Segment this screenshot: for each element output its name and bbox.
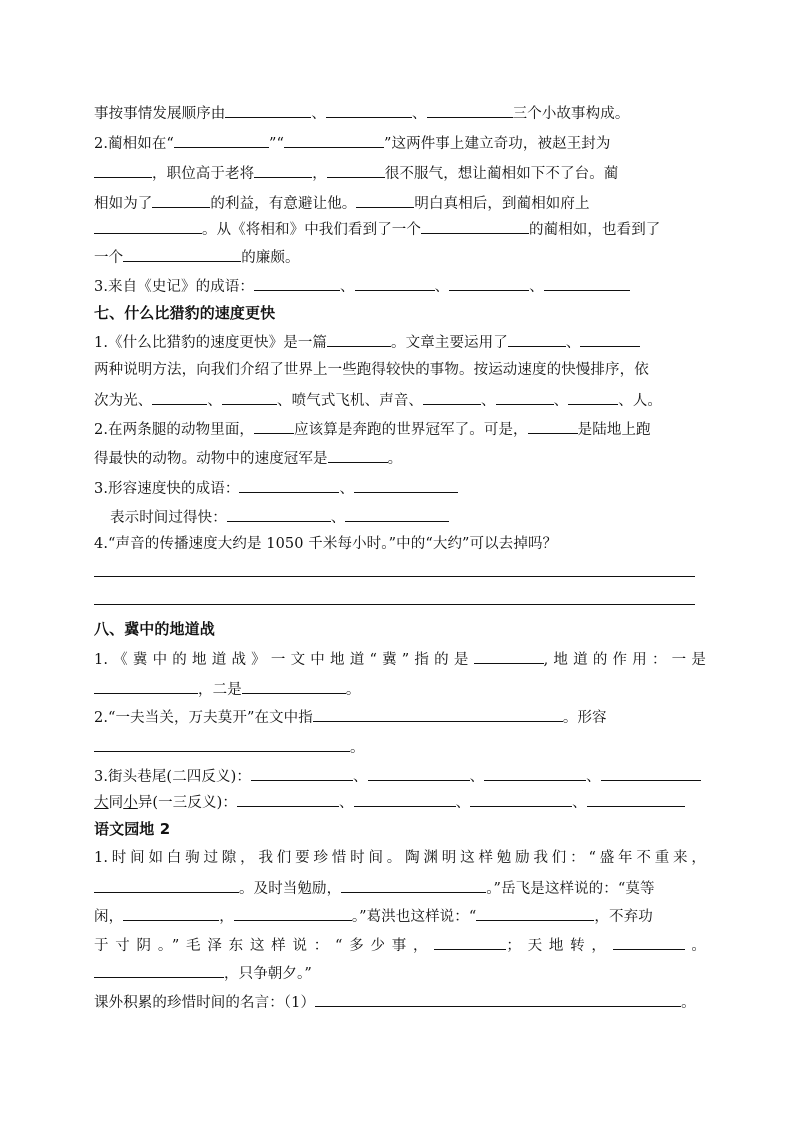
blank[interactable] [174, 132, 269, 148]
blank[interactable] [123, 246, 241, 262]
blank-3[interactable] [427, 102, 513, 118]
s8-q1-line2: ，二是 。 [94, 678, 706, 700]
blank[interactable] [496, 389, 554, 405]
blank[interactable] [254, 275, 340, 291]
s6-q3: 3.来自《史记》的成语： 、 、 、 [94, 275, 706, 297]
s6-q2-line5: 一个 的廉颇。 [94, 246, 706, 268]
blank[interactable] [254, 418, 294, 434]
blank[interactable] [94, 678, 198, 694]
blank[interactable] [328, 447, 388, 463]
yw-line6: 课外积累的珍惜时间的名言：（1） 。 [94, 991, 706, 1013]
blank[interactable] [313, 706, 563, 722]
s6-line1: 事按事情发展顺序由 、 、 三个小故事构成。 [94, 102, 706, 124]
yw-line1: 1.时间如白驹过隙，我们要珍惜时间。陶渊明这样勉励我们：“盛年不重来， [94, 850, 706, 866]
s6-q2-line1: 2.蔺相如在“ ”“ ”这两件事上建立奇功，被赵王封为 [94, 132, 706, 154]
blank[interactable] [449, 275, 529, 291]
blank[interactable] [254, 162, 312, 178]
section-7-heading: 七、什么比猎豹的速度更快 [94, 304, 276, 322]
blank[interactable] [315, 991, 681, 1007]
blank[interactable] [423, 389, 481, 405]
s8-q2-line1: 2.“一夫当关，万夫莫开”在文中指 。形容 [94, 706, 706, 728]
s7-q3-line2: 表示时间过得快： 、 [110, 506, 722, 528]
blank[interactable] [237, 791, 339, 807]
blank[interactable] [484, 765, 586, 781]
blank[interactable] [354, 477, 458, 493]
s8-q2-line2: 。 [94, 736, 706, 758]
yw-line4: 于寸阴。”毛泽东这样说：“多少事， ；天地转， 。 [94, 934, 706, 956]
blank[interactable] [476, 905, 594, 921]
s7-q1-line3: 次为光、 、 、喷气式飞机、声音、 、 、 、人。 [94, 389, 706, 411]
blank[interactable] [580, 331, 640, 347]
s8-q3-line1: 3.街头巷尾(二四反义)： 、 、 、 [94, 765, 706, 787]
s7-q2-line1: 2.在两条腿的动物里面， 应该算是奔跑的世界冠军了。可是， 是陆地上跑 [94, 418, 706, 440]
s6-q2-line2: ，职位高于老将 ， 很不服气，想让蔺相如下不了台。蔺 [94, 162, 706, 184]
blank[interactable] [327, 331, 391, 347]
blank[interactable] [355, 275, 435, 291]
blank[interactable] [94, 962, 224, 978]
blank[interactable] [152, 192, 210, 208]
blank[interactable] [327, 162, 385, 178]
blank[interactable] [601, 765, 701, 781]
blank[interactable] [421, 218, 529, 234]
s6-q2-line3: 相如为了 的利益，有意避让他。 明白真相后，到蔺相如府上 [94, 192, 706, 214]
blank[interactable] [284, 132, 384, 148]
blank[interactable] [239, 477, 339, 493]
s7-q3-line1: 3.形容速度快的成语： 、 [94, 477, 706, 499]
blank[interactable] [94, 736, 350, 752]
blank[interactable] [123, 905, 219, 921]
blank[interactable] [356, 192, 414, 208]
answer-line-1[interactable] [94, 575, 695, 577]
blank[interactable] [341, 877, 486, 893]
blank[interactable] [528, 418, 578, 434]
blank[interactable] [242, 678, 346, 694]
blank[interactable] [222, 389, 277, 405]
answer-line-2[interactable] [94, 603, 695, 605]
blank[interactable] [544, 275, 630, 291]
blank[interactable] [368, 765, 470, 781]
yw-line3: 闲， ， 。”葛洪也这样说：“ ，不弃功 [94, 905, 706, 927]
yw-line5: ，只争朝夕。” [94, 962, 706, 984]
blank-1[interactable] [225, 102, 311, 118]
s7-q2-line2: 得最快的动物。动物中的速度冠军是 。 [94, 447, 706, 469]
blank[interactable] [434, 934, 506, 950]
blank[interactable] [470, 791, 572, 807]
blank[interactable] [568, 389, 618, 405]
blank[interactable] [508, 331, 566, 347]
section-8-heading: 八、冀中的地道战 [94, 620, 215, 638]
blank[interactable] [354, 791, 456, 807]
blank[interactable] [94, 218, 202, 234]
s7-q1-line2: 两种说明方法，向我们介绍了世界上一些跑得较快的事物。按运动速度的快慢排序，依 [94, 362, 649, 378]
blank[interactable] [251, 765, 353, 781]
s7-q4: 4.“声音的传播速度大约是 1050 千米每小时。”中的“大约”可以去掉吗？ [94, 536, 558, 552]
blank[interactable] [152, 389, 207, 405]
blank[interactable] [474, 648, 544, 664]
yw-line2: 。及时当勉励， 。”岳飞是这样说的：“莫等 [94, 877, 706, 899]
s8-q1-line1: 1.《冀中的地道战》一文中地道“冀”指的是 ,地道的作用：一是 [94, 648, 706, 670]
blank[interactable] [613, 934, 685, 950]
blank[interactable] [234, 905, 352, 921]
blank[interactable] [94, 162, 152, 178]
blank[interactable] [227, 506, 331, 522]
s7-q1-line1: 1.《什么比猎豹的速度更快》是一篇 。文章主要运用了 、 [94, 331, 706, 353]
s8-q3-line2: 大同小异(一三反义)： 、 、 、 [94, 791, 706, 813]
blank[interactable] [587, 791, 685, 807]
yuwen-yuandi-heading: 语文园地 2 [94, 820, 171, 838]
blank-2[interactable] [326, 102, 412, 118]
s6-q2-line4: 。从《将相和》中我们看到了一个 的蔺相如，也看到了 [94, 218, 706, 240]
text: 事按事情发展顺序由 [94, 106, 226, 122]
blank[interactable] [94, 877, 239, 893]
blank[interactable] [345, 506, 449, 522]
